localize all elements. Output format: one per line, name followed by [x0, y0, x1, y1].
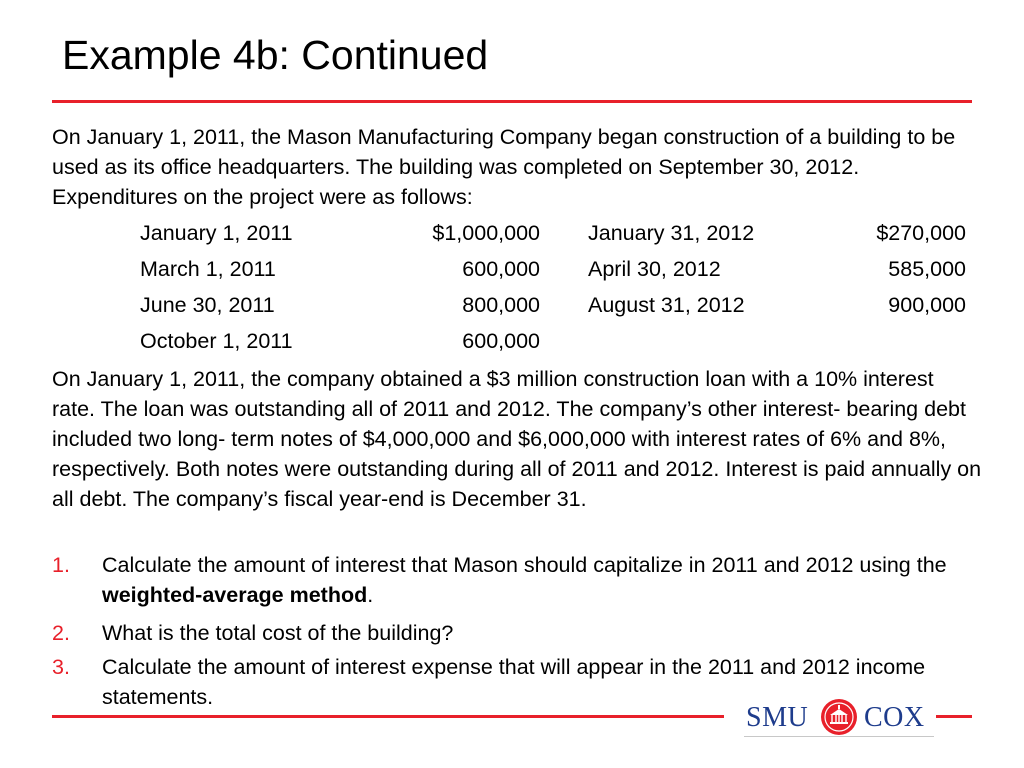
expenditure-date: January 31, 2012	[588, 221, 755, 245]
question-number: 2.	[52, 621, 70, 645]
expenditure-row	[0, 323, 1024, 359]
logo-cox-text: COX	[864, 702, 925, 733]
expenditure-date: March 1, 2011	[140, 257, 276, 281]
question-text: Calculate the amount of interest expense that will appear in the 2011 and 2012 income statements.	[102, 655, 926, 709]
expenditure-date: April 30, 2012	[588, 257, 721, 281]
expenditure-amount: $270,000	[876, 221, 966, 245]
expenditure-amount: 585,000	[888, 257, 966, 281]
footer-divider-right	[936, 715, 972, 718]
expenditure-row	[0, 215, 1024, 251]
question-text-part: .	[367, 583, 374, 607]
expenditure-row	[0, 251, 1024, 287]
smu-seal-icon	[820, 698, 858, 736]
logo-underline	[744, 736, 934, 737]
footer-divider-left	[52, 715, 724, 718]
expenditure-date: January 1, 2011	[140, 221, 293, 245]
expenditure-amount: $1,000,000	[432, 221, 540, 245]
smu-cox-logo	[740, 696, 936, 742]
expenditure-row	[0, 287, 1024, 323]
question-emphasis: weighted-average method	[102, 583, 368, 607]
question-text: What is the total cost of the building?	[102, 621, 454, 645]
intro-paragraph: On January 1, 2011, the Mason Manufacturing Company began construction of a building to be used as its office headquarters. The building was completed on September 30, 2012. Expenditures on the project were as follows:	[52, 125, 956, 209]
loan-paragraph: On January 1, 2011, the company obtained a $3 million construction loan with a 10% interest rate. The loan was outstanding all of 2011 and 2012. The company’s other interest- bearing debt included two long- term notes of $4,000,000 and $6,000,000 with interest rates of 6% and 8%, respectively. Both notes were outstanding during all of 2011 and 2012. Interest is paid annually on all debt. The company’s fiscal year-end is December 31.	[52, 367, 982, 511]
question-text-part: Calculate the amount of interest that Mason should capitalize in 2011 and 2012 using the	[102, 553, 947, 577]
question-text	[102, 550, 962, 610]
slide-title: Example 4b: Continued	[62, 32, 489, 78]
title-divider	[52, 100, 972, 103]
expenditure-amount: 600,000	[462, 329, 540, 353]
expenditure-date: October 1, 2011	[140, 329, 293, 353]
question-number: 3.	[52, 655, 70, 679]
expenditure-date: August 31, 2012	[588, 293, 745, 317]
expenditure-date: June 30, 2011	[140, 293, 275, 317]
question-number: 1.	[52, 553, 70, 577]
expenditure-amount: 900,000	[888, 293, 966, 317]
expenditure-amount: 600,000	[462, 257, 540, 281]
logo-smu-text: SMU	[746, 702, 809, 733]
expenditure-amount: 800,000	[462, 293, 540, 317]
